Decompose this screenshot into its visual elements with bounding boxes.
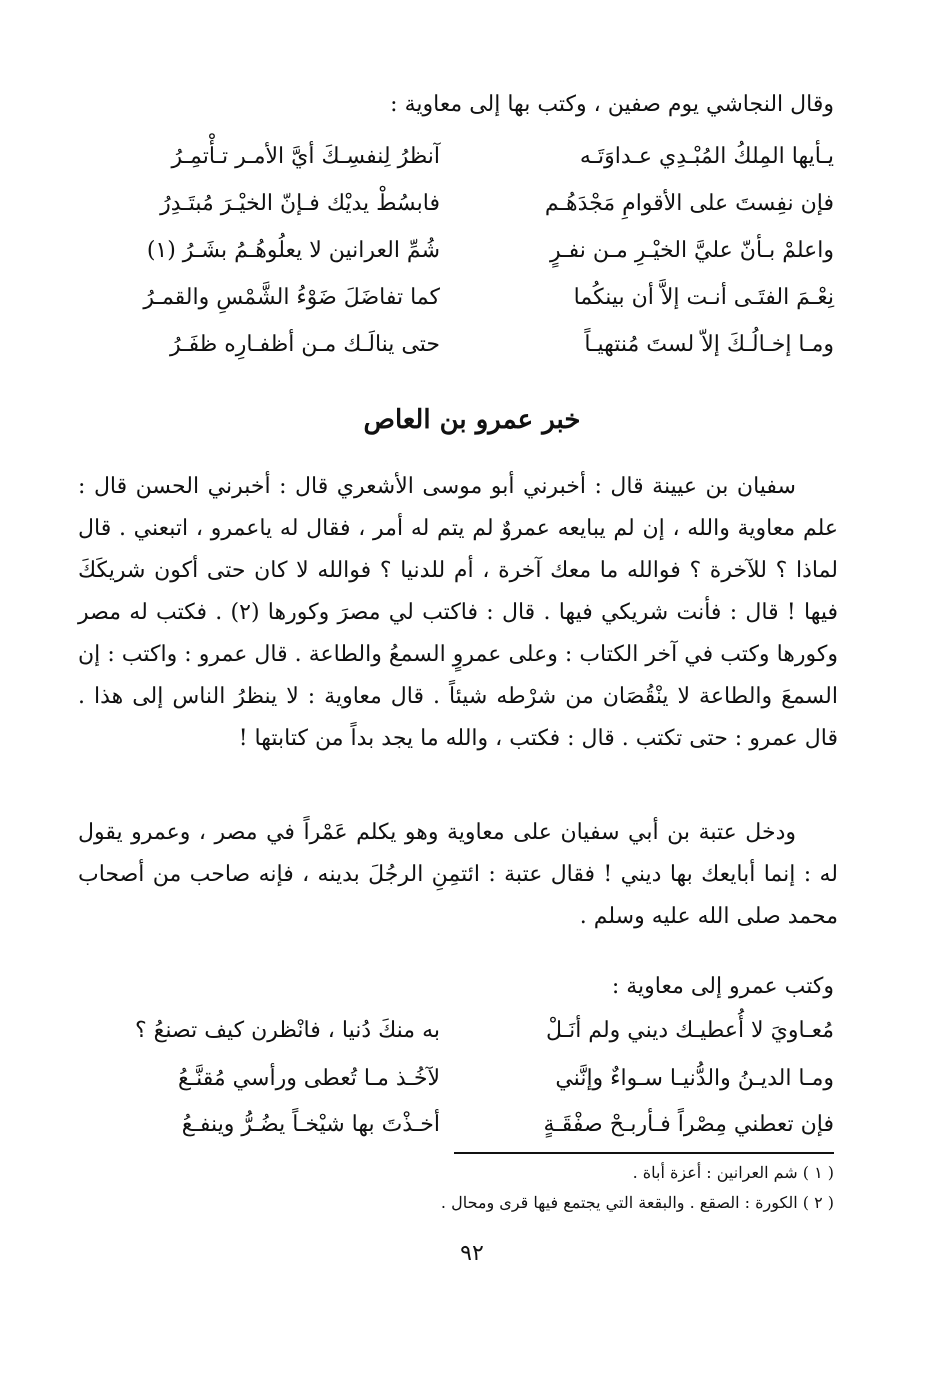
poem1-verse2-second: فابسُطْ يديْك فـإنّ الخيْـرَ مُبتَـدِرُ (160, 191, 440, 216)
section-title: خبر عمرو بن العاص (363, 405, 581, 435)
poem2-verse3-first: فإن تعطني مِصْراً فـأربـحْ صفْقَـةٍ (543, 1112, 834, 1137)
poem2-verse1-first: مُعـاويَ لا أُعطيـك ديني ولم أنَـلْ (545, 1018, 834, 1043)
poem1-verse1-first: يـأيها المِلكُ المُبْـدِي عـداوَتَـه (579, 144, 834, 169)
poem1-verse4-first: نِعْـمَ الفتَـى أنـت إلاَّ أن بينكُما (573, 285, 834, 310)
poem1-verse1-second: آنظرُ لِنفسِـكَ أيَّ الأمـر تـأْتمِـرُ (171, 144, 440, 169)
footnote-2: ( ٢ ) الكورة : الصقع . والبقعة التي يجتمع فيها قرى ومحال . (440, 1193, 834, 1212)
footnote-1: ( ١ ) شم العرانين : أعزة أباة . (632, 1163, 834, 1182)
paragraph-utba-story: ودخل عتبة بن أبي سفيان على معاوية وهو يكلم عَمْراً في مصر ، وعمرو يقول له : إنما أبايعك بها ديني ! فقال عتبة : ائتمِنِ الرجُلَ بدينه ، فإنه صاحب من أصحاب محمد صلى الله عليه وسلم . (78, 820, 838, 929)
poem1-verse2-first: فإن نفِستَ على الأقوامِ مَجْدَهُـم (544, 191, 834, 216)
paragraph-amr-story: سفيان بن عيينة قال : أخبرني أبو موسى الأشعري قال : أخبرني الحسن قال : علم معاوية والله ، إن لم يبايعه عمروٌ لم يتم له أمر ، فقال له ياعمرو ، اتبعني . قال لماذا ؟ للآخرة ؟ فوالله ما معك آخرة ، أم للدنيا ؟ فوالله لا كان حتى أكون شريكَكَ فيها ! قال : فأنت شريكي فيها . قال : فاكتب لي مصرَ وكورها (٢) . فكتب له مصر وكورها وكتب في آخر الكتاب : وعلى عمروٍ السمعُ والطاعة . قال عمرو : واكتب : إن السمعَ والطاعة لا ينْقُصَان من شرْطه شيئاً . قال معاوية : لا ينظرُ الناس إلى هذا . قال عمرو : حتى تكتب . قال : فكتب ، والله ما يجد بداً من كتابتها ! (78, 474, 838, 751)
page-number: ٩٢ (460, 1241, 484, 1266)
poem2-verse2-first: ومـا الديـنُ والدُّنيـا سـواءٌ وإنَّني (555, 1066, 834, 1091)
poem1-verse3-second: شُمِّ العرانين لا يعلُوهُـمُ بشَـرُ (١) (146, 238, 440, 263)
poem1-verse3-first: واعلمْ بـأنّ عليَّ الخيْـرِ مـن نفـرٍ (550, 238, 834, 263)
poem1-verse4-second: كما تفاضَلَ ضَوْءُ الشَّمْسِ والقمـرُ (143, 285, 440, 310)
poem1-verse5-second: حتى ينالَـك مـن أظفـارِه ظفَـرُ (170, 332, 440, 357)
poem2-verse2-second: لآخُـذ مـا تُعطى ورأسي مُقنَّـعُ (177, 1066, 440, 1091)
intro-line: وقال النجاشي يوم صفين ، وكتب بها إلى معاوية : (390, 92, 834, 117)
poem2-verse3-second: أخـذْتَ بها شيْخـاً يضُـرُّ وينفـعُ (181, 1112, 440, 1137)
intro-line-amr: وكتب عمرو إلى معاوية : (611, 974, 834, 999)
poem2-verse1-second: به منكَ دُنيا ، فانْظرن كيف تصنعُ ؟ (135, 1018, 440, 1043)
poem1-verse5-first: ومـا إخـالُـكَ إلاّ لستَ مُنتهيـاً (584, 332, 834, 357)
footnote-divider (454, 1152, 834, 1154)
